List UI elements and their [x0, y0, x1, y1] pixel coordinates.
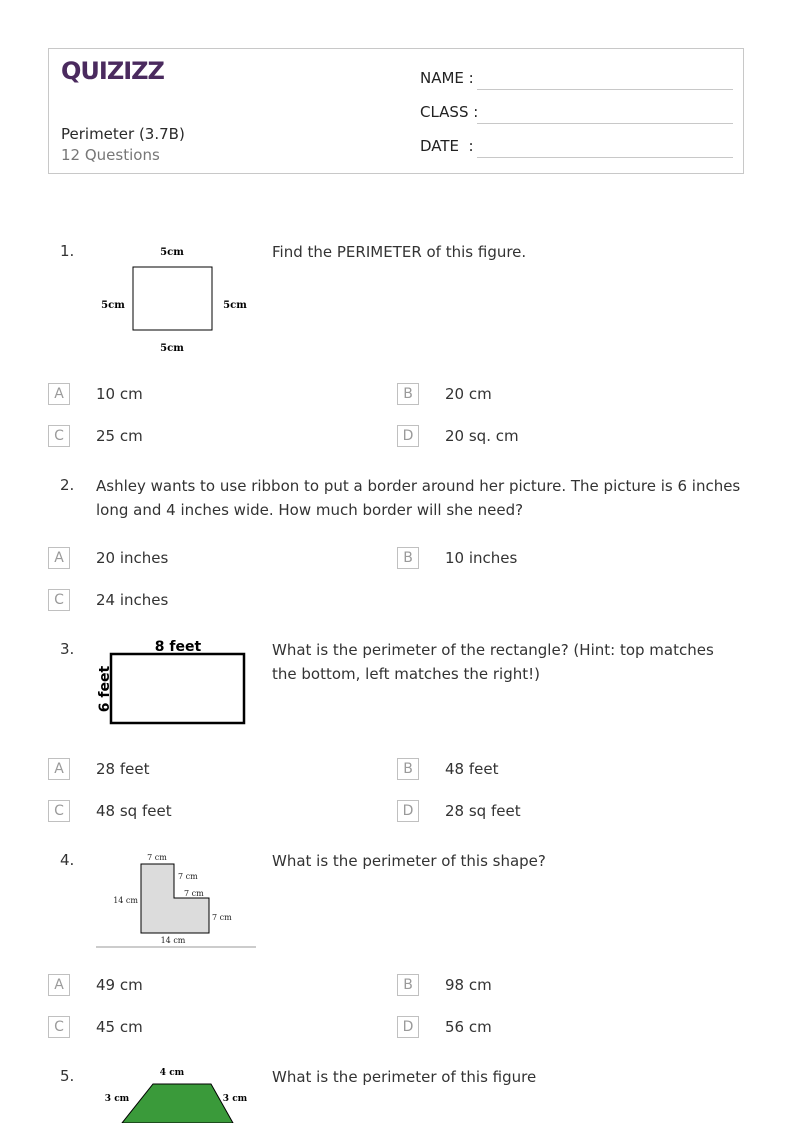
shape-label-left: 14 cm: [113, 896, 138, 905]
option-letter[interactable]: D: [397, 425, 419, 447]
question-text: What is the perimeter of the rectangle? (Hint: top matches the bottom, left matches the right!): [272, 641, 714, 683]
class-label: CLASS :: [420, 103, 479, 121]
square-top-label: 5cm: [160, 247, 184, 258]
question-text: What is the perimeter of this shape?: [272, 852, 546, 870]
option-letter[interactable]: C: [48, 589, 70, 611]
option-letter[interactable]: A: [48, 974, 70, 996]
option-letter[interactable]: A: [48, 758, 70, 780]
question-number: 4.: [60, 851, 75, 869]
trapezoid-shape: [122, 1084, 233, 1123]
rectangle-left-label: 6 feet: [97, 665, 113, 713]
trapezoid-figure: [96, 1062, 256, 1123]
square-right-label: 5cm: [223, 300, 247, 311]
trapezoid-right-label: 3 cm: [222, 1094, 248, 1104]
option-letter[interactable]: D: [397, 800, 419, 822]
option-text[interactable]: 48 feet: [445, 760, 499, 778]
rectangle-figure: [96, 634, 256, 730]
worksheet-title: Perimeter (3.7B): [61, 125, 185, 143]
option-text[interactable]: 10 cm: [96, 385, 143, 403]
question-number: 2.: [60, 476, 75, 494]
question-text: Ashley wants to use ribbon to put a border around her picture. The picture is 6 inches long and 4 inches wide. How much border will she need?: [96, 477, 741, 519]
option-text[interactable]: 98 cm: [445, 976, 492, 994]
option-text[interactable]: 20 sq. cm: [445, 427, 519, 445]
trapezoid-left-label: 3 cm: [104, 1094, 130, 1104]
question-count: 12 Questions: [61, 146, 160, 164]
square-left-label: 5cm: [101, 300, 125, 311]
option-text[interactable]: 56 cm: [445, 1018, 492, 1036]
date-line[interactable]: [477, 157, 733, 158]
option-letter[interactable]: A: [48, 383, 70, 405]
question-text: Find the PERIMETER of this figure.: [272, 243, 527, 261]
option-letter[interactable]: B: [397, 974, 419, 996]
option-text[interactable]: 28 sq feet: [445, 802, 521, 820]
shape-label-inner-vertical: 7 cm: [178, 872, 198, 881]
option-text[interactable]: 20 inches: [96, 549, 169, 567]
l-shape-figure: [96, 848, 258, 950]
question-number: 5.: [60, 1067, 75, 1085]
option-text[interactable]: 48 sq feet: [96, 802, 172, 820]
option-letter[interactable]: C: [48, 1016, 70, 1038]
quizizz-logo: QUIZIZZ: [61, 57, 164, 85]
option-letter[interactable]: C: [48, 800, 70, 822]
shape-label-top: 7 cm: [147, 853, 167, 862]
option-text[interactable]: 45 cm: [96, 1018, 143, 1036]
option-text[interactable]: 28 feet: [96, 760, 150, 778]
option-letter[interactable]: C: [48, 425, 70, 447]
option-text[interactable]: 24 inches: [96, 591, 169, 609]
shape-label-right: 7 cm: [212, 913, 232, 922]
square-figure: [96, 240, 256, 360]
option-letter[interactable]: A: [48, 547, 70, 569]
name-line[interactable]: [477, 89, 733, 90]
option-letter[interactable]: B: [397, 547, 419, 569]
option-text[interactable]: 49 cm: [96, 976, 143, 994]
option-text[interactable]: 20 cm: [445, 385, 492, 403]
rectangle-top-label: 8 feet: [154, 639, 202, 655]
option-letter[interactable]: D: [397, 1016, 419, 1038]
name-label: NAME :: [420, 69, 474, 87]
question-number: 3.: [60, 640, 75, 658]
option-text[interactable]: 25 cm: [96, 427, 143, 445]
square-bottom-label: 5cm: [160, 343, 184, 354]
class-line[interactable]: [477, 123, 733, 124]
option-text[interactable]: 10 inches: [445, 549, 518, 567]
worksheet-header: [48, 48, 744, 174]
option-letter[interactable]: B: [397, 758, 419, 780]
trapezoid-top-label: 4 cm: [159, 1068, 185, 1078]
question-text: What is the perimeter of this figure: [272, 1068, 537, 1086]
question-number: 1.: [60, 242, 75, 260]
option-letter[interactable]: B: [397, 383, 419, 405]
shape-label-inner-horizontal: 7 cm: [184, 889, 204, 898]
date-label: DATE :: [420, 137, 474, 155]
shape-label-bottom: 14 cm: [160, 936, 186, 945]
